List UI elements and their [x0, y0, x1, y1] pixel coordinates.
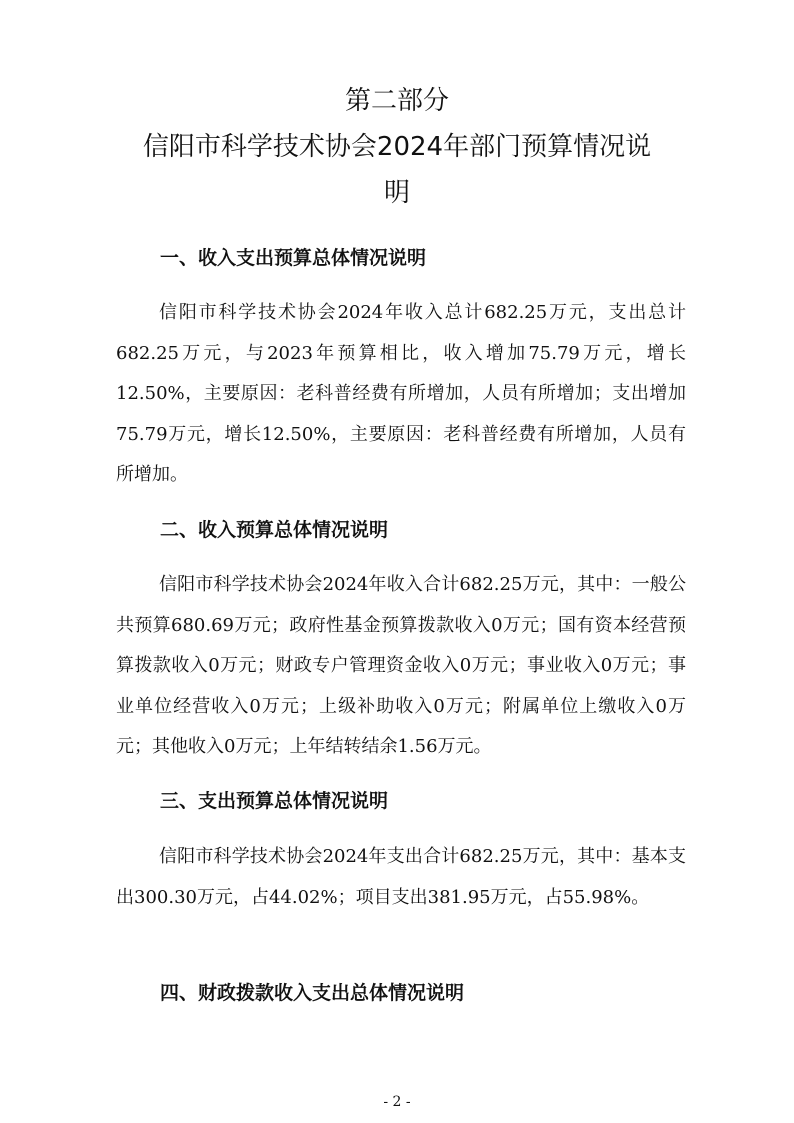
- section-heading-4: 四、财政拨款收入支出总体情况说明: [160, 982, 465, 1004]
- section-heading-1: 一、收入支出预算总体情况说明: [160, 247, 427, 269]
- section-heading-3: 三、支出预算总体情况说明: [160, 790, 389, 812]
- page-number: - 2 -: [383, 1094, 411, 1110]
- section-paragraph-2: 信阳市科学技术协会2024年收入合计682.25万元，其中：一般公共预算680.69万元；政府性基金预算拨款收入0万元；国有资本经营预算拨款收入0万元；财政专户管理资金收入0万元；事业收入0万元；事业单位经营收入0万元；上级补助收入0万元；附属单位上缴收入0万元；其他收入0万元；上年结转结余1.56万元。: [116, 574, 686, 757]
- document-title-line-end: 明: [383, 178, 410, 208]
- section-paragraph-3: 信阳市科学技术协会2024年支出合计682.25万元，其中：基本支出300.30万元，占44.02%；项目支出381.95万元，占55.98%。: [116, 846, 686, 908]
- document-title-line: 信阳市科学技术协会2024年部门预算情况说: [142, 132, 652, 162]
- section-heading-2: 二、收入预算总体情况说明: [160, 519, 389, 541]
- section-paragraph-1: 信阳市科学技术协会2024年收入总计682.25万元，支出总计682.25万元，与2023年预算相比，收入增加75.79万元，增长12.50%，主要原因：老科普经费有所增加，人员有所增加；支出增加75.79万元，增长12.50%，主要原因：老科普经费有所增加，人员有所增加。: [116, 302, 686, 485]
- part-title: 第二部分: [344, 86, 449, 116]
